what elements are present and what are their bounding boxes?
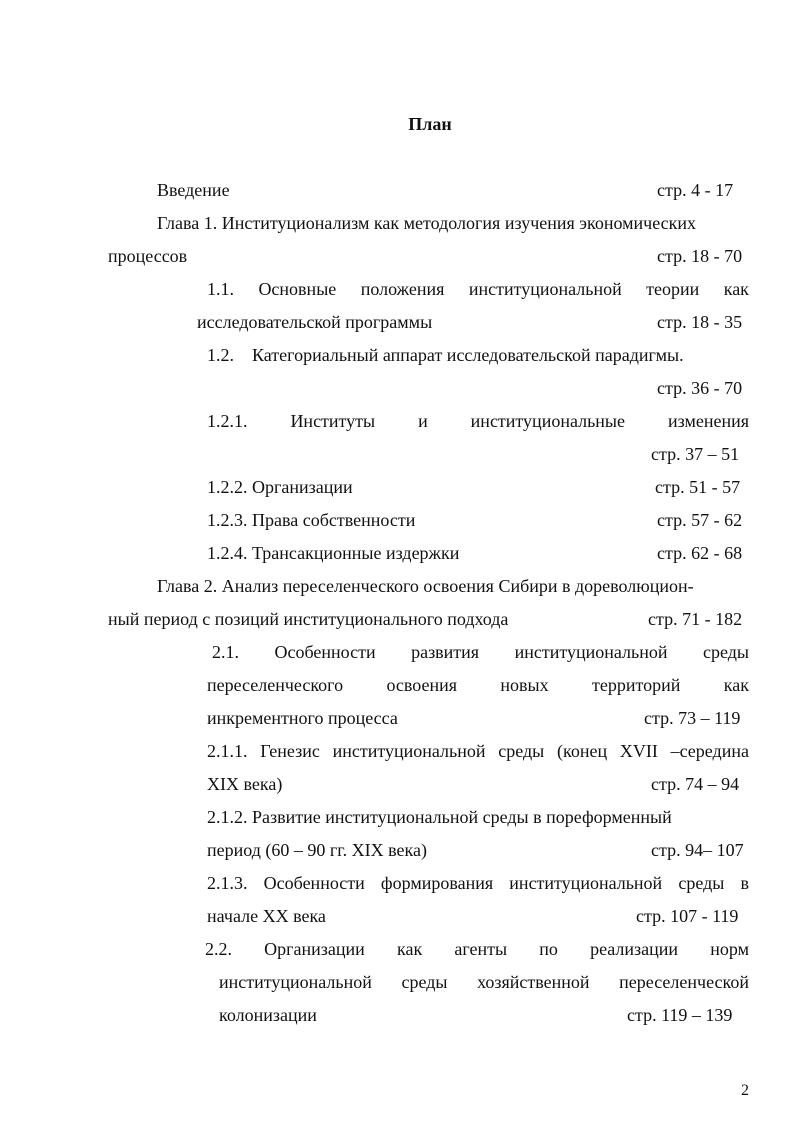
toc-section-1-2-3-label: 1.2.3. Права собственности	[207, 510, 416, 530]
toc-word: теории	[646, 279, 700, 299]
toc-chapter1-page: стр. 18 - 70	[657, 246, 743, 266]
toc-section-2-1-3-line2: начале XX века	[207, 906, 326, 926]
toc-section-1-2-2-label: 1.2.2. Организации	[207, 477, 353, 497]
toc-chapter1-line1: Глава 1. Институционализм как методология изучения экономических	[157, 213, 697, 233]
toc-intro-label: Введение	[157, 180, 230, 200]
toc-chapter1-line2: процессов	[108, 246, 188, 266]
toc-word: как	[396, 939, 423, 959]
toc-word: институциональной	[509, 873, 663, 893]
toc-word: формирования	[380, 873, 494, 893]
toc-section-2-1-1-line1	[207, 740, 749, 762]
toc-section-2-1-3-page: стр. 107 - 119	[636, 906, 739, 926]
toc-word: среды	[401, 972, 448, 992]
toc-word: территорий	[592, 675, 681, 695]
toc-word: XVII	[619, 741, 658, 761]
toc-section-2-1-line2	[207, 674, 749, 696]
toc-word: среды	[702, 642, 749, 662]
toc-section-1-2-page: стр. 36 - 70	[657, 378, 743, 398]
toc-word: и	[418, 411, 428, 431]
toc-word: положения	[360, 279, 445, 299]
toc-word: Особенности	[263, 873, 365, 893]
toc-word: Организации	[264, 939, 365, 959]
toc-word: институциональные	[470, 411, 626, 431]
toc-section-2-1-2-line1: 2.1.2. Развитие институциональной среды в пореформенный	[207, 807, 672, 827]
page-number: 2	[741, 1082, 749, 1099]
toc-word: реализации	[590, 939, 679, 959]
toc-word: 2.2.	[205, 939, 232, 959]
toc-chapter2-line2: ный период с позиций институционального подхода	[108, 609, 509, 629]
toc-section-1-2-1-line1	[207, 410, 749, 432]
toc-section-2-2-line1	[205, 938, 749, 960]
toc-section-2-1-1-line2: XIX века)	[207, 774, 283, 794]
toc-word: –середина	[670, 741, 749, 761]
toc-section-2-1-line1	[212, 641, 749, 663]
toc-word: 2.1.1.	[207, 741, 248, 761]
toc-word: Особенности	[274, 642, 376, 662]
toc-intro-page: стр. 4 - 17	[657, 180, 734, 200]
toc-word: переселенческой	[619, 972, 749, 992]
toc-word: новых	[500, 675, 549, 695]
toc-section-2-2-line2	[219, 971, 749, 993]
toc-word: институциональной	[514, 642, 668, 662]
toc-section-1-2-3-page: стр. 57 - 62	[657, 510, 743, 530]
toc-word: институциональной	[219, 972, 372, 992]
toc-chapter2-line1: Глава 2. Анализ переселенческого освоения Сибири в дореволюцион-	[157, 576, 694, 596]
toc-section-2-1-line3: инкрементного процесса	[207, 708, 398, 728]
toc-word: среды	[498, 741, 545, 761]
toc-word: изменения	[667, 411, 749, 431]
toc-word: 2.1.3.	[207, 873, 248, 893]
toc-section-1-1-page: стр. 18 - 35	[657, 312, 743, 332]
toc-word: освоения	[386, 675, 458, 695]
toc-word: институциональной	[332, 741, 486, 761]
toc-section-1-2-4-label: 1.2.4. Трансакционные издержки	[207, 543, 460, 563]
toc-word: переселенческого	[207, 675, 344, 695]
toc-section-2-1-page: стр. 73 – 119	[644, 708, 741, 728]
toc-section-1-2-1-page: стр. 37 – 51	[651, 444, 740, 464]
toc-word: 1.2.1.	[207, 411, 248, 431]
page-title: План	[408, 114, 452, 134]
toc-section-1-2-line1: 1.2. Категориальный аппарат исследовательской парадигмы.	[207, 345, 684, 365]
toc-section-2-2-line3: колонизации	[219, 1005, 317, 1025]
toc-word: институциональной	[468, 279, 622, 299]
toc-section-2-1-3-line1	[207, 872, 749, 894]
toc-section-1-1-line2: исследовательской программы	[197, 312, 433, 332]
toc-word: как	[723, 279, 749, 299]
toc-word: 1.1.	[207, 279, 234, 299]
toc-word: Генезис	[260, 741, 320, 761]
toc-section-2-1-2-line2: период (60 – 90 гг. XIX века)	[207, 840, 427, 860]
toc-word: (конец	[557, 741, 608, 761]
toc-word: по	[539, 939, 558, 959]
toc-section-2-2-page: стр. 119 – 139	[627, 1005, 733, 1025]
toc-word: как	[723, 675, 749, 695]
toc-word: норм	[710, 939, 749, 959]
toc-word: среды	[678, 873, 725, 893]
toc-word: в	[740, 873, 749, 893]
toc-section-1-2-2-page: стр. 51 - 57	[655, 477, 741, 497]
toc-word: Основные	[258, 279, 337, 299]
toc-word: развития	[411, 642, 480, 662]
toc-section-1-1-line1	[207, 278, 749, 300]
toc-chapter2-page: стр. 71 - 182	[648, 609, 743, 629]
toc-section-2-1-1-page: стр. 74 – 94	[651, 774, 740, 794]
toc-word: хозяйственной	[477, 972, 590, 992]
toc-section-2-1-2-page: стр. 94– 107	[651, 840, 744, 860]
toc-word: Институты	[290, 411, 376, 431]
toc-section-1-2-4-page: стр. 62 - 68	[657, 543, 743, 563]
toc-word: 2.1.	[212, 642, 239, 662]
toc-word: агенты	[454, 939, 508, 959]
